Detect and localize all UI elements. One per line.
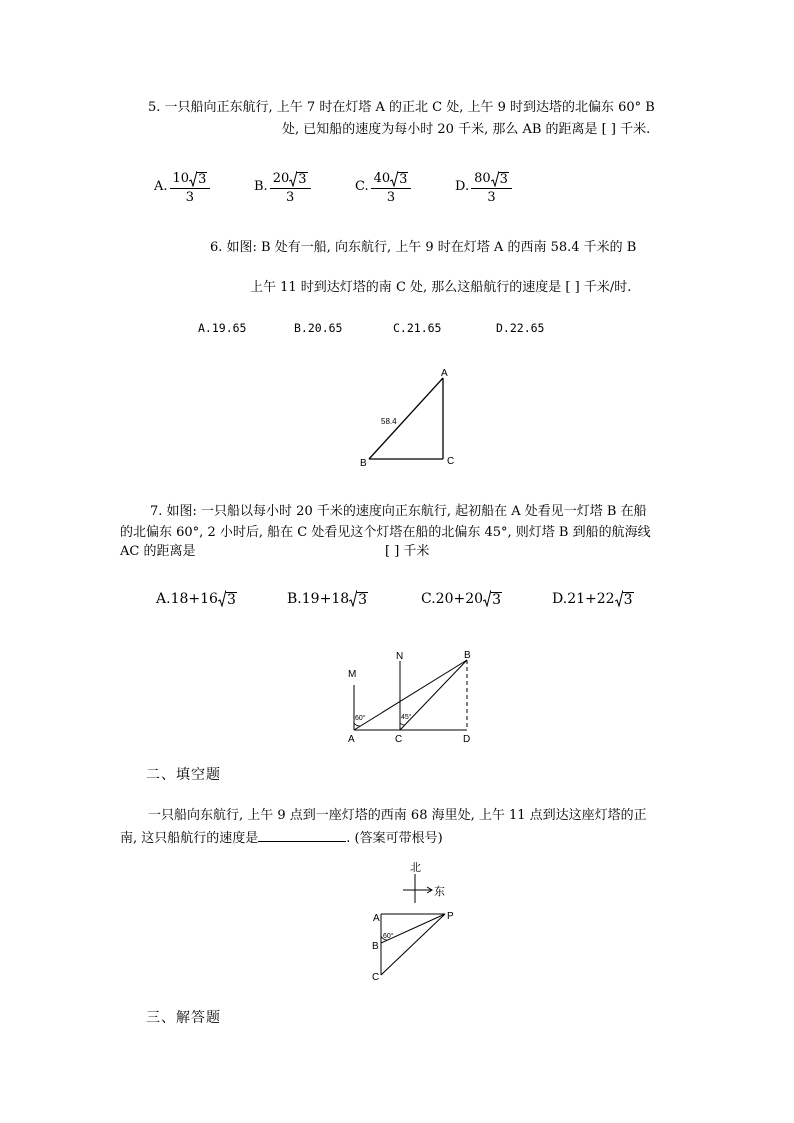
q6-option-c[interactable]: C.21.65 <box>393 321 442 335</box>
point-d-label: D <box>463 734 471 745</box>
q7-bearing-figure <box>340 645 480 750</box>
q5-option-c[interactable]: C. 40 3 3 <box>355 170 411 207</box>
q7-option-d[interactable]: D. 21 + 22 3 <box>552 590 633 608</box>
north-label: 北 <box>410 862 421 874</box>
east-label: 东 <box>434 886 445 898</box>
q7-option-a[interactable]: A. 18 + 16 3 <box>156 590 236 608</box>
answer-blank[interactable] <box>258 829 346 842</box>
q7-line1: 7. 如图: 一只船以每小时 20 千米的速度向正东航行, 起初船在 A 处看见一灯塔 B 在船 <box>150 504 647 519</box>
q6-triangle-figure <box>355 365 465 470</box>
point-p-label: P <box>447 911 454 922</box>
q5-line2: 处, 已知船的速度为每小时 20 千米, 那么 AB 的距离是 [ ] 千米. <box>282 122 651 137</box>
point-a-label: A <box>441 368 448 379</box>
q7-line2: 的北偏东 60°, 2 小时后, 船在 C 处看见这个灯塔在船的北偏东 45°, 则灯塔 B 到船的航海线 <box>120 525 651 540</box>
point-c-label: C <box>447 456 455 467</box>
section-2-figure <box>365 860 470 985</box>
section-2-line2: 南, 这只船航行的速度是 . (答案可带根号) <box>120 831 443 846</box>
q7-line3-b: [ ] 千米 <box>385 544 430 559</box>
q6-line2: 上午 11 时到达灯塔的南 C 处, 那么这船航行的速度是 [ ] 千米/时. <box>250 280 632 295</box>
point-n-label: N <box>396 651 404 662</box>
q6-option-d[interactable]: D.22.65 <box>496 321 545 335</box>
point-c-label: C <box>395 734 403 745</box>
q5-line1: 5. 一只船向正东航行, 上午 7 时在灯塔 A 的正北 C 处, 上午 9 时到达塔的北偏东 60° B <box>148 100 655 115</box>
angle-60-label: 60° <box>383 933 394 940</box>
q7-option-b[interactable]: B. 19 + 18 3 <box>287 590 368 608</box>
option-label: D. <box>455 179 470 194</box>
point-c-label: C <box>372 972 380 983</box>
angle-60-label: 60° <box>355 715 366 722</box>
option-label: B. <box>254 179 268 194</box>
length-label: 58.4 <box>381 417 397 426</box>
q6-option-b[interactable]: B.20.65 <box>294 321 343 335</box>
q7-option-c[interactable]: C. 20 + 20 3 <box>421 590 501 608</box>
point-a-label: A <box>348 734 355 745</box>
q6-line1: 6. 如图: B 处有一船, 向东航行, 上午 9 时在灯塔 A 的西南 58.4 千米的 B <box>210 240 637 255</box>
q6-option-a[interactable]: A.19.65 <box>198 321 247 335</box>
point-b-label: B <box>464 650 471 661</box>
q5-option-d[interactable]: D. 80 3 3 <box>455 170 512 207</box>
point-b-label: B <box>360 458 367 469</box>
section-2-line1: 一只船向东航行, 上午 9 点到一座灯塔的西南 68 海里处, 上午 11 点到达这座灯塔的正 <box>148 808 647 823</box>
section-3-title: 三、解答题 <box>146 1010 221 1026</box>
angle-45-label: 45° <box>401 714 412 721</box>
q5-option-a[interactable]: A. 10 3 3 <box>154 170 210 207</box>
point-a-label: A <box>373 913 380 924</box>
section-2-title: 二、填空题 <box>146 767 221 783</box>
option-label: A. <box>154 179 168 194</box>
q5-option-b[interactable]: B. 20 3 3 <box>254 170 311 207</box>
point-m-label: M <box>348 669 357 680</box>
point-b-label: B <box>372 941 379 952</box>
q7-line3-a: AC 的距离是 <box>120 544 196 559</box>
option-label: C. <box>355 179 369 194</box>
